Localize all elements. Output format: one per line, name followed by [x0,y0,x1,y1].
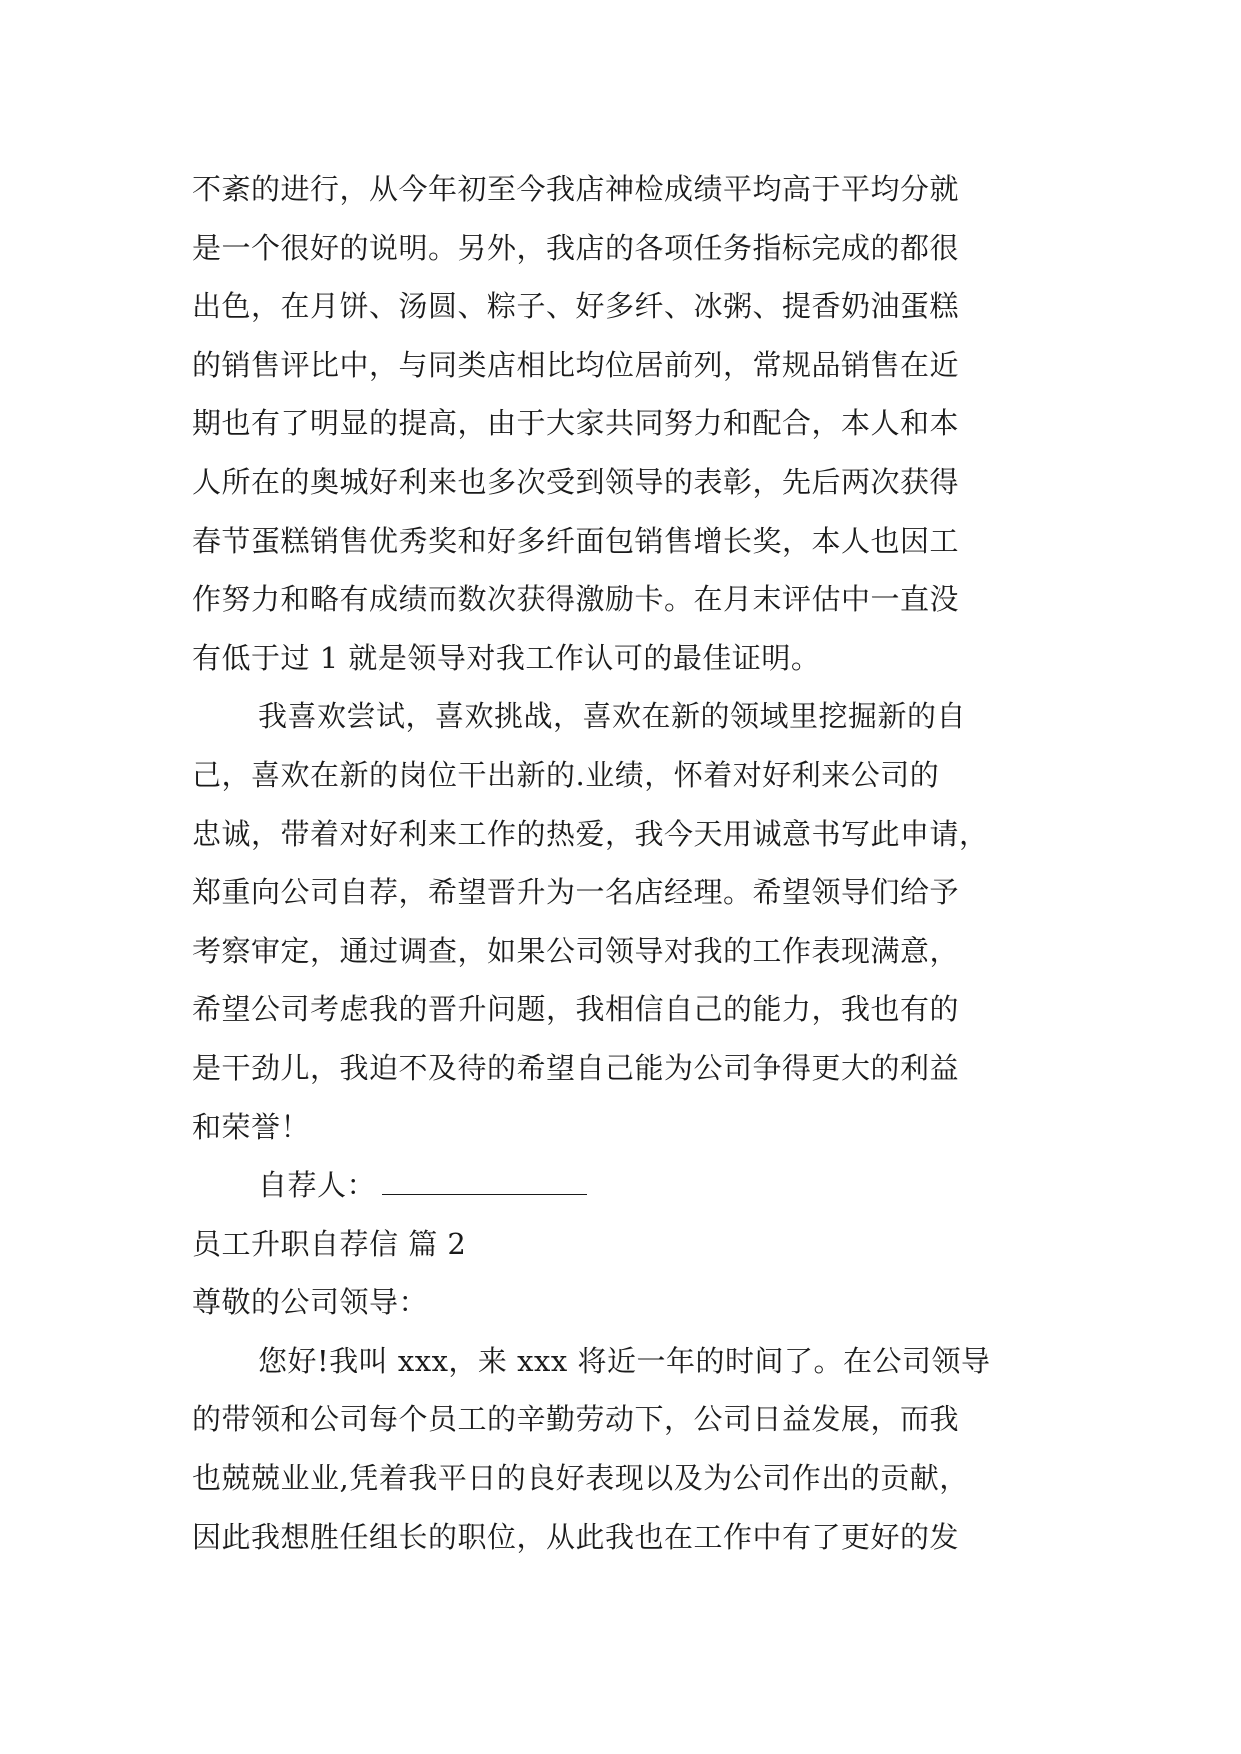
paragraph-line: 因此我想胜任组长的职位，从此我也在工作中有了更好的发 [192,1519,960,1554]
paragraph-line: 的销售评比中，与同类店相比均位居前列，常规品销售在近 [192,347,960,382]
signature-blank [382,1160,587,1195]
paragraph-line: 人所在的奥城好利来也多次受到领导的表彰，先后两次获得 [192,464,960,499]
paragraph-line: 和荣誉！ [192,1109,311,1144]
section-heading: 员工升职自荐信 篇 2 [192,1226,467,1261]
paragraph-line: 是一个很好的说明。另外，我店的各项任务指标完成的都很 [192,230,960,265]
paragraph-line: 也兢兢业业,凭着我平日的良好表现以及为公司作出的贡献， [192,1461,969,1496]
paragraph-line: 春节蛋糕销售优秀奖和好多纤面包销售增长奖，本人也因工 [192,523,960,558]
paragraph-line: 郑重向公司自荐，希望晋升为一名店经理。希望领导们给予 [192,875,960,910]
letter-body [192,160,1062,1566]
paragraph-line: 考察审定，通过调查，如果公司领导对我的工作表现满意， [192,933,960,968]
paragraph-line: 我喜欢尝试，喜欢挑战，喜欢在新的领域里挖掘新的自 [258,699,967,734]
paragraph-line: 有低于过 1 就是领导对我工作认可的最佳证明。 [192,640,821,675]
paragraph-line: 己，喜欢在新的岗位干出新的.业绩，怀着对好利来公司的 [192,757,940,792]
paragraph-line: 期也有了明显的提高，由于大家共同努力和配合，本人和本 [192,406,960,441]
paragraph-line: 是干劲儿，我迫不及待的希望自己能为公司争得更大的利益 [192,1050,960,1085]
paragraph-line: 作努力和略有成绩而数次获得激励卡。在月末评估中一直没 [192,582,960,617]
signature-row [192,1156,1062,1215]
paragraph-line: 的带领和公司每个员工的辛勤劳动下，公司日益发展，而我 [192,1402,960,1437]
paragraph-line: 忠诚，带着对好利来工作的热爱，我今天用诚意书写此申请， [192,816,989,851]
paragraph-line: 希望公司考虑我的晋升问题，我相信自己的能力，我也有的 [192,992,960,1027]
salutation: 尊敬的公司领导： [192,1285,429,1320]
signature-label: 自荐人： [258,1168,377,1203]
paragraph-line: 出色，在月饼、汤圆、粽子、好多纤、冰粥、提香奶油蛋糕 [192,289,960,324]
paragraph-line: 您好!我叫 xxx，来 xxx 将近一年的时间了。在公司领导 [258,1343,991,1378]
paragraph-line: 不紊的进行，从今年初至今我店神检成绩平均高于平均分就 [192,172,960,206]
